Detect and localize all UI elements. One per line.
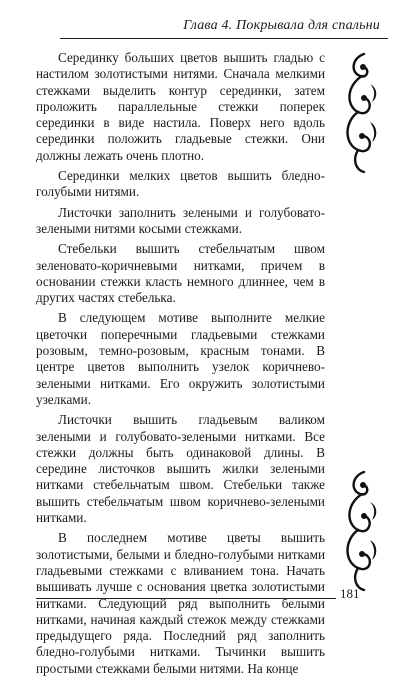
paragraph: В последнем мотиве цветы вышить золотистыми, белыми и бледно-голубыми нитками гладьевыми стежками с вливанием тона. Начать вышивать лучше с основания цветка золотистыми нитками. Следующий ряд выполнить белыми нитками, начиная каждый стежок между стежками предыдущего ряда. Последний ряд заполнить бледно-голубыми нитками. Тычинки вышить простыми стежками белыми нитями. На конце (36, 530, 325, 676)
paragraph: Серединки мелких цветов вышить бледно-голубыми нитями. (36, 168, 325, 200)
footer-rule (36, 598, 336, 599)
swirl-flourish-icon (334, 466, 380, 596)
running-header (60, 14, 388, 40)
chapter-title: Глава 4. Покрывала для спальни (183, 18, 380, 33)
header-rule (60, 38, 388, 39)
page-body (36, 50, 325, 681)
page-number: 181 (340, 586, 360, 601)
paragraph: В следующем мотиве выполните мелкие цветочки поперечными гладьевыми стежками розовым, темно-розовым, красным тонами. В центре цветов выполнить узелок коричнево-зелеными нитками. Его окружить золотистыми узелками. (36, 310, 325, 407)
paragraph: Листочки вышить гладьевым валиком зелеными и голубовато-зелеными нитками. Все стежки должны быть одинаковой длины. В середине листочков вышить жилки зелеными нитками стебельчатым швом. Стебельки также вышить стебельчатым швом коричнево-зелеными нитками. (36, 412, 325, 526)
swirl-flourish-icon (334, 48, 380, 178)
paragraph: Листочки заполнить зелеными и голубовато-зелеными нитями косыми стежками. (36, 204, 325, 236)
paragraph: Серединку больших цветов вышить гладью с настилом золотистыми нитями. Сначала мелкими стежками выделить контур серединки, затем проложить параллельные стежки поперек серединки в виде настила. Поверх него вдоль серединки положить гладьевые стежки. Они должны лежать очень плотно. (36, 50, 325, 163)
paragraph: Стебельки вышить стебельчатым швом зеленовато-коричневыми нитками, причем в основании стежки класть немного длиннее, чем в других частях стебелька. (36, 241, 325, 306)
